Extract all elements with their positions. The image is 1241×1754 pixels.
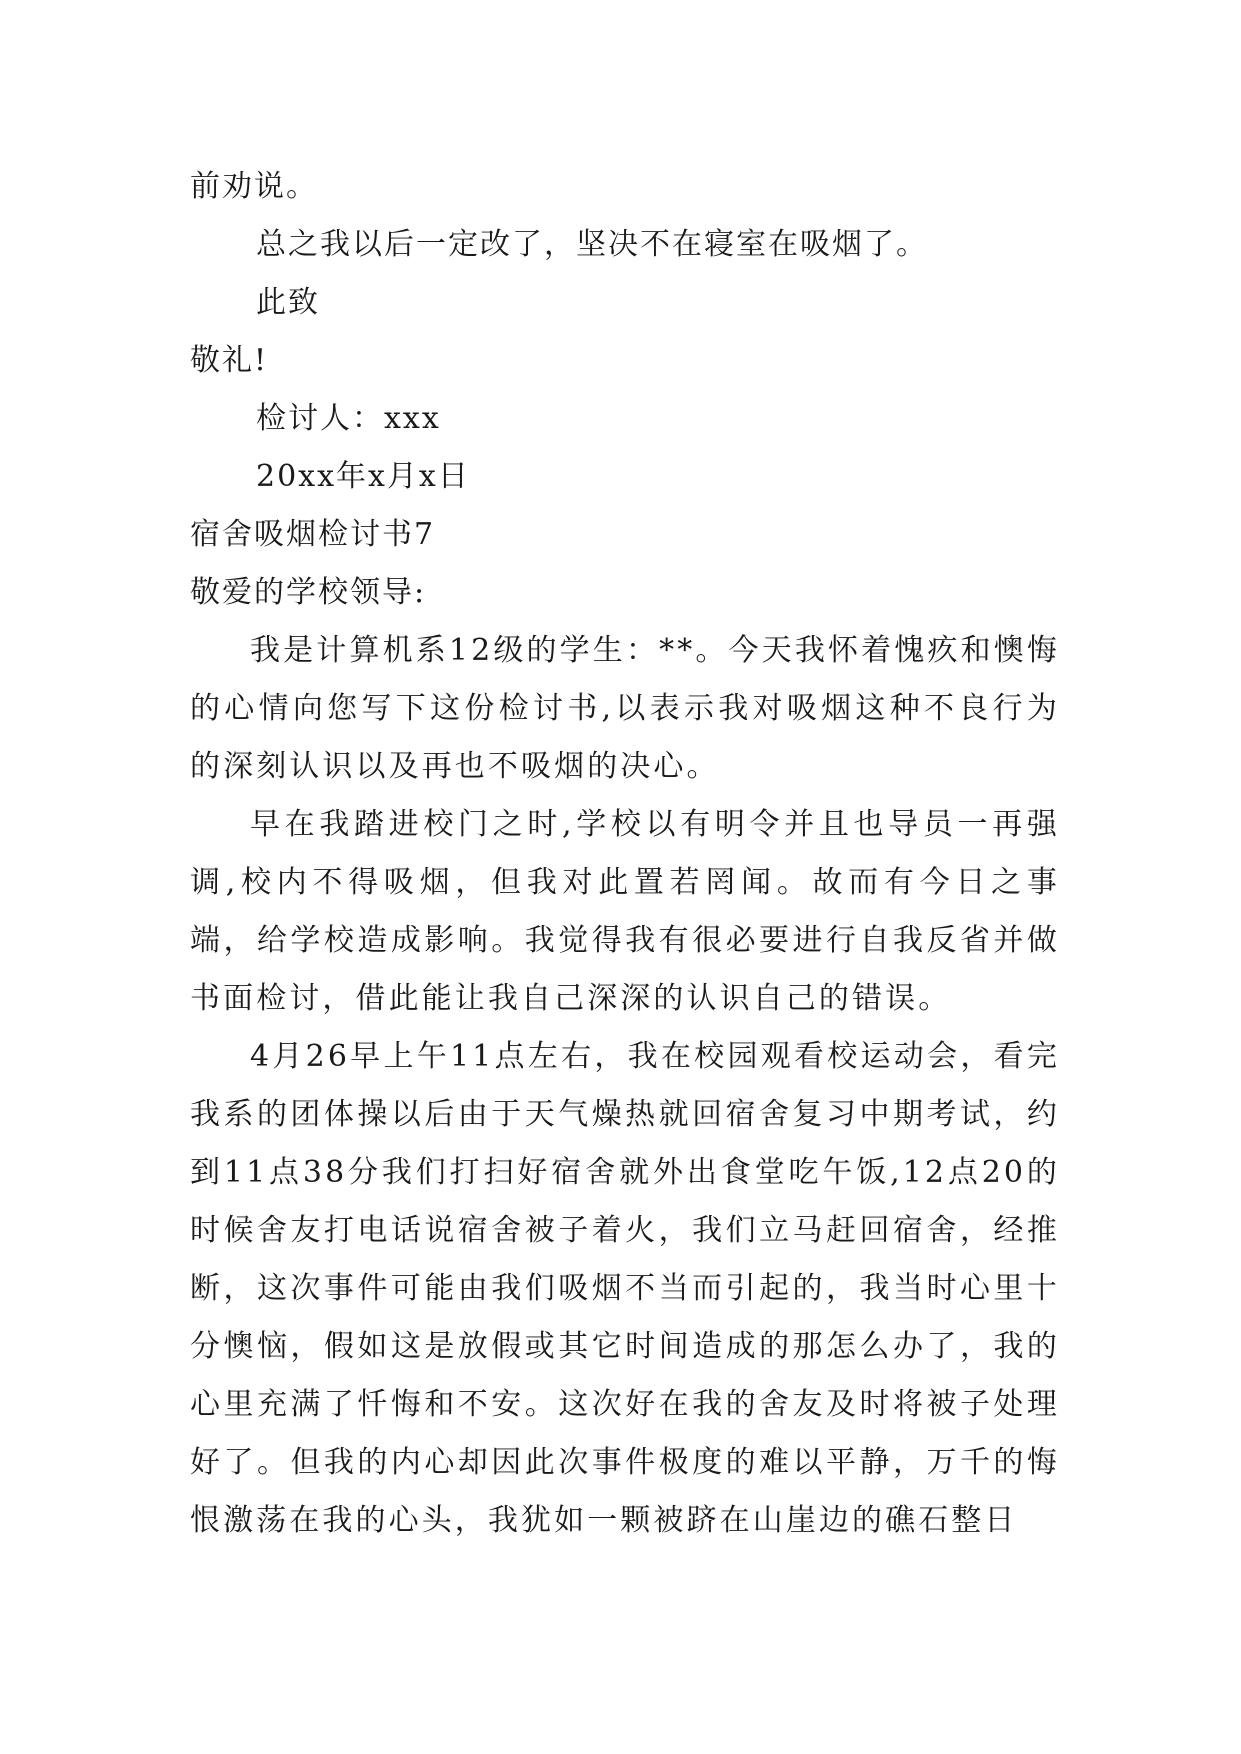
letter-greeting: 敬爱的学校领导: bbox=[190, 575, 427, 610]
signature-date: 20xx年x月x日 bbox=[256, 459, 470, 494]
document-body bbox=[190, 158, 1060, 1550]
salutation-cizhi: 此致 bbox=[256, 285, 320, 320]
section-title: 宿舍吸烟检讨书7 bbox=[190, 517, 436, 552]
signature-name: 检讨人：xxx bbox=[256, 401, 441, 436]
text-line-promise: 总之我以后一定改了，坚决不在寝室在吸烟了。 bbox=[256, 227, 928, 262]
salutation-jingli: 敬礼! bbox=[190, 343, 269, 378]
paragraph-intro: 我是计算机系12级的学生：**。今天我怀着愧疚和懊悔的心情向您写下这份检讨书,以表示我对吸烟这种不良行为的深刻认识以及再也不吸烟的决心。 bbox=[190, 633, 1060, 784]
paragraph-incident: 4月26早上午11点左右，我在校园观看校运动会，看完我系的团体操以后由于天气燥热就回宿舍复习中期考试，约到11点38分我们打扫好宿舍就外出食堂吃午饭,12点20的时候舍友打电话说宿舍被子着火，我们立马赶回宿舍，经推断，这次事件可能由我们吸烟不当而引起的，我当时心里十分懊恼，假如这是放假或其它时间造成的那怎么办了，我的心里充满了忏悔和不安。这次好在我的舍友及时将被子处理好了。但我的内心却因此次事件极度的难以平静，万千的悔恨激荡在我的心头，我犹如一颗被跻在山崖边的礁石整日 bbox=[190, 1039, 1060, 1538]
text-line-closing-advice: 前劝说。 bbox=[190, 169, 318, 204]
paragraph-background: 早在我踏进校门之时,学校以有明令并且也导员一再强调,校内不得吸烟，但我对此置若罔闻。故而有今日之事端，给学校造成影响。我觉得我有很必要进行自我反省并做书面检讨，借此能让我自己深深的认识自己的错误。 bbox=[190, 807, 1060, 1016]
